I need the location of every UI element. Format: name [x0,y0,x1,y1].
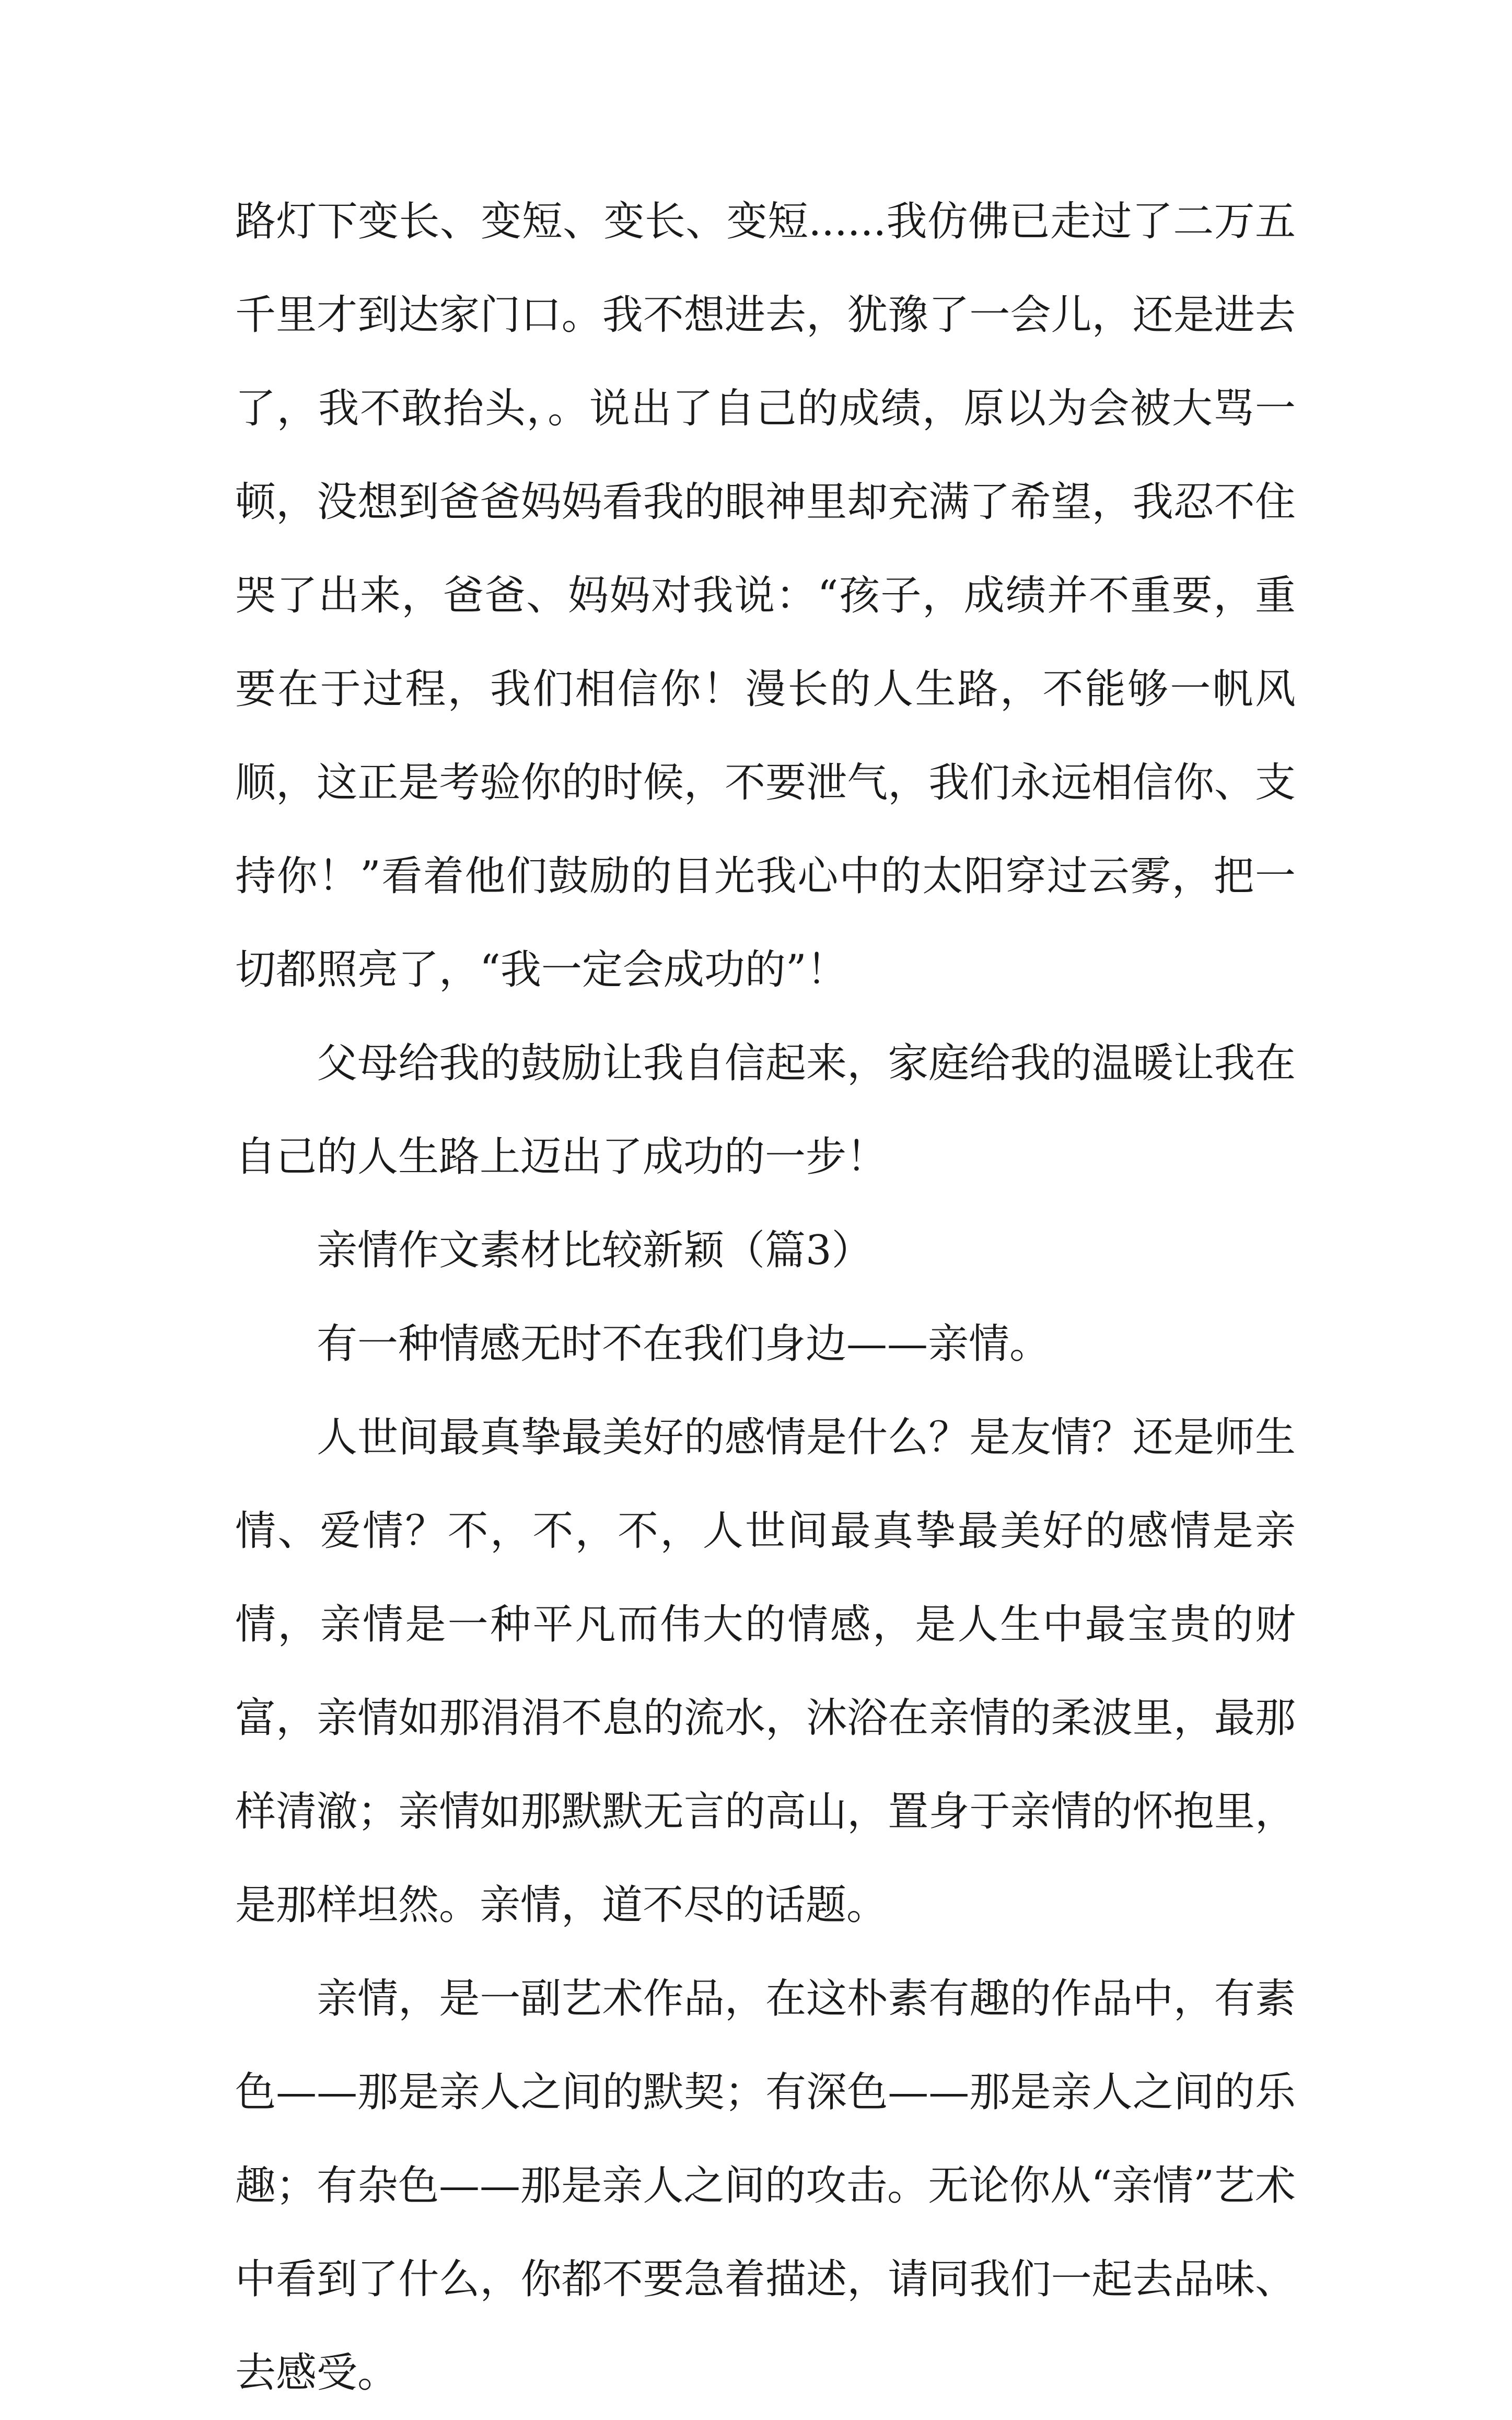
paragraph-most-sincere-feeling: 人世间最真挚最美好的感情是什么？是友情？还是师生情、爱情？不，不，不，人世间最真挚最美好的感情是亲情，亲情是一种平凡而伟大的情感，是人生中最宝贵的财富，亲情如那涓涓不息的流水，沐浴在亲情的柔波里，最那样清澈；亲情如那默默无言的高山，置身于亲情的怀抱里，是那样坦然。亲情，道不尽的话题。 [235,1414,1296,1929]
paragraph-continuation: 路灯下变长、变短、变长、变短......我仿佛已走过了二万五千里才到达家门口。我不想进去，犹豫了一会儿，还是进去了，我不敢抬头，。说出了自己的成绩，原以为会被大骂一顿，没想到爸爸妈妈看我的眼神里却充满了希望，我忍不住哭了出来，爸爸、妈妈对我说：“孩子，成绩并不重要，重要在于过程，我们相信你！漫长的人生路，不能够一帆风顺，这正是考验你的时候，不要泄气，我们永远相信你、支持你！”看着他们鼓励的目光我心中的太阳穿过云雾，把一切都照亮了，“我一定会成功的”！ [235,198,1296,993]
paragraph-parents-encouragement: 父母给我的鼓励让我自信起来，家庭给我的温暖让我在自己的人生路上迈出了成功的一步！ [235,1040,1296,1180]
paragraph-artwork: 亲情，是一副艺术作品，在这朴素有趣的作品中，有素色——那是亲人之间的默契；有深色——那是亲人之间的乐趣；有杂色——那是亲人之间的攻击。无论你从“亲情”艺术中看到了什么，你都不要急着描述，请同我们一起去品味、去感受。 [235,1975,1296,2396]
body-text [235,175,1296,2420]
paragraph-intro: 有一种情感无时不在我们身边——亲情。 [317,1321,1051,1368]
section-heading: 亲情作文素材比较新颖（篇3） [317,1227,873,1274]
